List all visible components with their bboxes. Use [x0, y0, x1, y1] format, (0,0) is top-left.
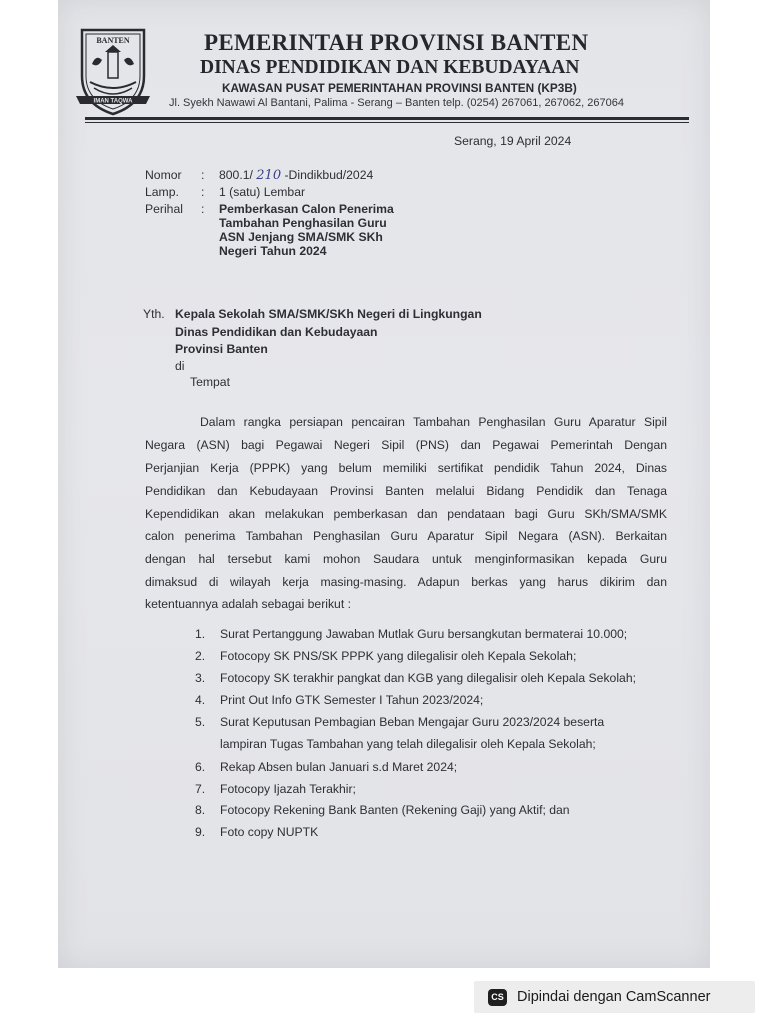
logo-motto-text: IMAN TAQWA — [93, 98, 133, 105]
letterhead-address: Jl. Syekh Nawawi Al Bantani, Palima - Serang – Banten telp. (0254) 267061, 267062, 267064 — [169, 97, 624, 109]
perihal-line: ASN Jenjang SMA/SMK SKh — [219, 230, 383, 244]
lamp-colon: : — [201, 185, 205, 199]
nomor-value — [219, 168, 373, 183]
banten-coat-of-arms-logo — [72, 24, 154, 118]
list-item-number: 3. — [195, 671, 206, 685]
list-item-text: Foto copy NUPTK — [220, 825, 319, 839]
body-paragraph-line: ketentuannya adalah sebagai berikut : — [145, 597, 351, 611]
recipient-line: Kepala Sekolah SMA/SMK/SKh Negeri di Lingkungan — [175, 307, 482, 321]
body-paragraph-line: Negara (ASN) bagi Pegawai Negeri Sipil (PNS) dan Pegawai Pemerintah Dengan — [145, 438, 667, 452]
list-item-text: Fotocopy Ijazah Terakhir; — [220, 782, 356, 796]
perihal-label: Perihal — [145, 202, 183, 216]
nomor-colon: : — [201, 168, 205, 182]
body-paragraph-line: Perjanjian Kerja (PPPK) yang belum memiliki sertifikat pendidik Tahun 2024, Dinas — [145, 461, 667, 475]
camscanner-icon: CS — [488, 989, 507, 1006]
letterhead-agency-name: DINAS PENDIDIKAN DAN KEBUDAYAAN — [200, 57, 580, 78]
list-item-text: Rekap Absen bulan Januari s.d Maret 2024; — [220, 760, 458, 774]
camscanner-text: Dipindai dengan CamScanner — [517, 989, 711, 1005]
recipient-line: Dinas Pendidikan dan Kebudayaan — [175, 325, 378, 339]
list-item-number: 2. — [195, 649, 206, 663]
list-item-number: 7. — [195, 782, 206, 796]
letter-date: Serang, 19 April 2024 — [454, 134, 572, 148]
body-paragraph-line: dengan hal tersebut kami mohon Saudara untuk menginformasikan kepada Guru — [145, 552, 667, 566]
list-item-text: Fotocopy SK terakhir pangkat dan KGB yang dilegalisir oleh Kepala Sekolah; — [220, 671, 636, 685]
body-paragraph-line: Dalam rangka persiapan pencairan Tambahan Penghasilan Guru Aparatur Sipil — [200, 415, 667, 429]
letterhead-office-area: KAWASAN PUSAT PEMERINTAHAN PROVINSI BANTEN (KP3B) — [222, 81, 577, 95]
list-item-number: 9. — [195, 825, 206, 839]
camscanner-watermark — [474, 981, 755, 1013]
recipient-line: Provinsi Banten — [175, 342, 268, 356]
perihal-line: Tambahan Penghasilan Guru — [219, 216, 387, 230]
letterhead-government-name: PEMERINTAH PROVINSI BANTEN — [204, 30, 589, 55]
list-item-number: 1. — [195, 627, 206, 641]
letterhead-divider-thin — [85, 122, 689, 123]
logo-text-top: BANTEN — [96, 36, 130, 45]
list-item-number: 4. — [195, 693, 206, 707]
body-paragraph-line: Pendidikan dan Kebudayaan Provinsi Banten melalui Bidang Pendidik dan Tenaga — [145, 484, 667, 498]
list-item-text: Print Out Info GTK Semester I Tahun 2023/2024; — [220, 693, 484, 707]
lamp-label: Lamp. — [145, 185, 179, 199]
list-item-text: Surat Keputusan Pembagian Beban Mengajar Guru 2023/2024 beserta — [220, 715, 605, 729]
perihal-line: Negeri Tahun 2024 — [219, 244, 327, 258]
nomor-label: Nomor — [145, 168, 182, 182]
list-item-number: 8. — [195, 803, 206, 817]
body-paragraph-line: dimaksud di wilayah kerja masing-masing. Adapun berkas yang harus dikirim dan — [145, 575, 667, 589]
nomor-suffix: -Dindikbud/2024 — [284, 168, 374, 182]
recipient-di: di — [175, 359, 185, 373]
document-page — [58, 0, 710, 968]
recipient-salutation: Yth. — [143, 307, 165, 321]
body-paragraph-line: Kependidikan akan melakukan pemberkasan dan pendataan bagi Guru SKh/SMA/SMK — [145, 507, 667, 521]
list-item-number: 5. — [195, 715, 206, 729]
lamp-value: 1 (satu) Lembar — [219, 185, 306, 199]
list-item-number: 6. — [195, 760, 206, 774]
list-item-text: Fotocopy SK PNS/SK PPPK yang dilegalisir oleh Kepala Sekolah; — [220, 649, 577, 663]
list-item-text: lampiran Tugas Tambahan yang telah dilegalisir oleh Kepala Sekolah; — [220, 737, 596, 751]
body-paragraph-line: calon penerima Tambahan Penghasilan Guru Aparatur Sipil Negara (ASN). Berkaitan — [145, 529, 667, 543]
nomor-prefix: 800.1/ — [219, 168, 253, 182]
perihal-line: Pemberkasan Calon Penerima — [219, 202, 394, 216]
nomor-handwritten: 210 — [256, 168, 282, 183]
letterhead-divider-thick — [85, 117, 689, 120]
list-item-text: Surat Pertanggung Jawaban Mutlak Guru bersangkutan bermaterai 10.000; — [220, 627, 628, 641]
perihal-colon: : — [201, 202, 205, 216]
recipient-place: Tempat — [190, 375, 230, 389]
list-item-text: Fotocopy Rekening Bank Banten (Rekening Gaji) yang Aktif; dan — [220, 803, 570, 817]
